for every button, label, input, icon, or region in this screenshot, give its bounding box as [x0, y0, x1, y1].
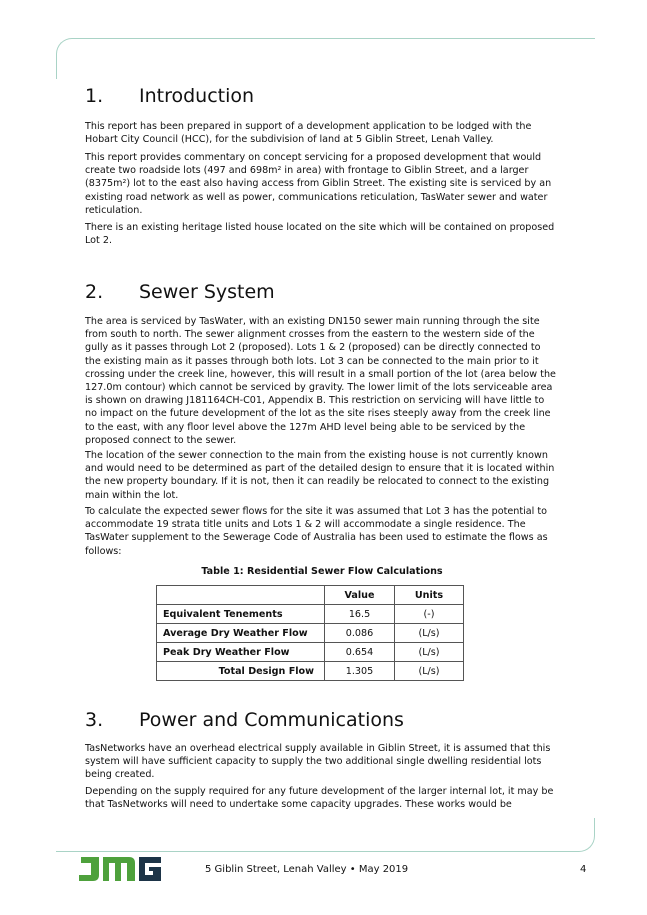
row-label: Equivalent Tenements	[157, 605, 325, 624]
table-row	[157, 643, 464, 662]
paragraph: There is an existing heritage listed house located on the site which will be contained on proposed Lot 2.	[85, 222, 555, 247]
frame-bottom-line	[56, 818, 595, 852]
row-unit: (L/s)	[395, 624, 464, 643]
row-unit: (-)	[395, 605, 464, 624]
row-unit: (L/s)	[395, 662, 464, 681]
row-value: 16.5	[325, 605, 395, 624]
table-header-cell: Value	[325, 586, 395, 605]
section-heading-power-communications	[85, 709, 404, 731]
paragraph: This report has been prepared in support of a development application to be lodged with the Hobart City Council (HCC), for the subdivision of land at 5 Giblin Street, Lenah Valley.	[85, 121, 532, 146]
row-value: 0.654	[325, 643, 395, 662]
section-title: Power and Communications	[139, 709, 404, 731]
section-number: 3.	[85, 709, 104, 731]
paragraph: The area is serviced by TasWater, with an existing DN150 sewer main running through the site from south to north. The sewer alignment crosses from the eastern to the western side of the gully as it passes through Lot 2 (proposed). Lots 1 & 2 (proposed) can be directly connected to the existing main as it passes through both lots. Lot 3 can be connected to the main prior to it crossing under the creek line, however, this will result in a small portion of the lot (area below the 127.0m contour) which cannot be serviced by gravity. The lower limit of the lots serviceable area is shown on drawing J181164CH-C01, Appendix B. This restriction on servicing will have little to no impact on the future development of the lot as the site rises steeply away from the creek line to the east, with any floor level above the 127m AHD level being able to be serviced by the proposed connect to the sewer.	[85, 316, 556, 446]
table-row-total	[157, 662, 464, 681]
table-row	[157, 605, 464, 624]
section-number: 1.	[85, 85, 104, 107]
page-number: 4	[580, 864, 587, 875]
frame-top-line	[56, 38, 595, 79]
paragraph: TasNetworks have an overhead electrical supply available in Giblin Street, it is assumed that this system will have sufficient capacity to supply the two additional single dwelling residential lots being created.	[85, 743, 551, 781]
row-value: 0.086	[325, 624, 395, 643]
section-title: Sewer System	[139, 281, 275, 303]
jmg-logo	[79, 857, 161, 881]
jmg-logo-mark	[79, 857, 161, 881]
section-title: Introduction	[139, 85, 255, 107]
paragraph: The location of the sewer connection to the main from the existing house is not currently known and would need to be determined as part of the detailed design to ensure that it is located within the new property boundary. If it is not, then it can readily be relocated to connect to the existing main within the lot.	[85, 450, 555, 501]
table-caption: Table 1: Residential Sewer Flow Calculations	[201, 566, 443, 577]
table-row	[157, 624, 464, 643]
paragraph: Depending on the supply required for any future development of the larger internal lot, it may be that TasNetworks will need to undertake some capacity upgrades. These works would be	[85, 786, 554, 811]
row-label: Average Dry Weather Flow	[157, 624, 325, 643]
table-header-cell	[157, 586, 325, 605]
row-label: Peak Dry Weather Flow	[157, 643, 325, 662]
row-label: Total Design Flow	[157, 662, 325, 681]
section-number: 2.	[85, 281, 104, 303]
table-header-row	[157, 586, 464, 605]
footer-text: 5 Giblin Street, Lenah Valley • May 2019	[205, 864, 409, 875]
section-heading-sewer-system	[85, 281, 275, 303]
sewer-flow-table	[156, 585, 464, 681]
row-unit: (L/s)	[395, 643, 464, 662]
table-header-cell: Units	[395, 586, 464, 605]
paragraph: To calculate the expected sewer flows for the site it was assumed that Lot 3 has the potential to accommodate 19 strata title units and Lots 1 & 2 will accommodate a single residence. The TasWater supplement to the Sewerage Code of Australia has been used to estimate the flows as follows:	[85, 506, 548, 557]
row-value: 1.305	[325, 662, 395, 681]
paragraph: This report provides commentary on concept servicing for a proposed development that would create two roadside lots (497 and 698m² in area) with frontage to Giblin Street, and a larger (8375m²) lot to the east also having access from Giblin Street. The existing site is serviced by an existing road network as well as power, communications reticulation, TasWater sewer and water reticulation.	[85, 152, 552, 216]
section-heading-introduction	[85, 85, 254, 107]
